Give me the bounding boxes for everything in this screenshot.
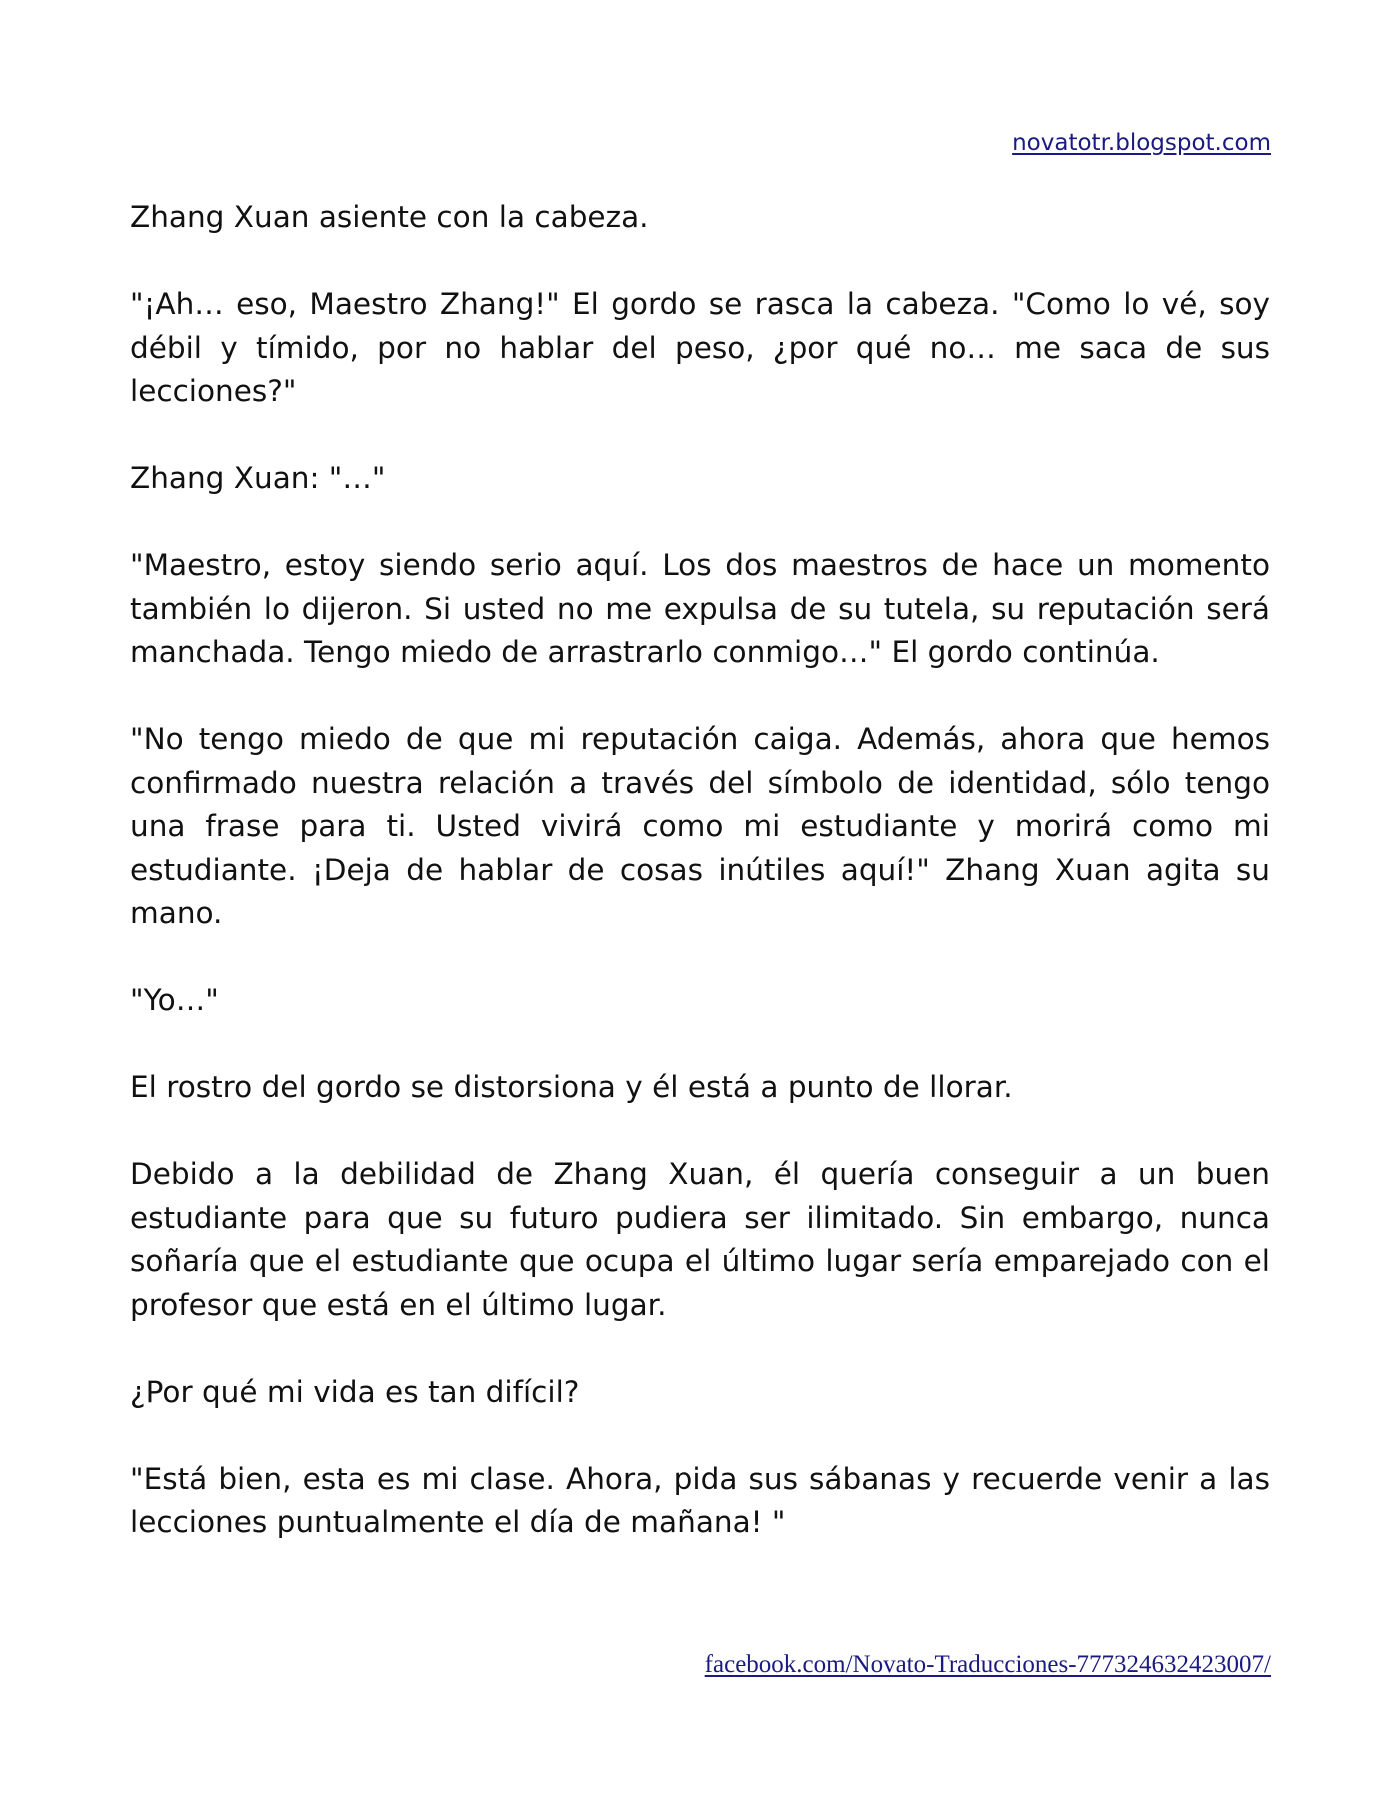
- paragraph: "Está bien, esta es mi clase. Ahora, pida sus sábanas y recuerde venir a las lecciones puntualmente el día de mañana! ": [130, 1461, 1270, 1539]
- paragraph: "¡Ah… eso, Maestro Zhang!" El gordo se rasca la cabeza. "Como lo vé, soy débil y tímido, por no hablar del peso, ¿por qué no… me saca de sus lecciones?": [130, 287, 1270, 408]
- paragraph: Zhang Xuan: "…": [130, 461, 386, 495]
- paragraph: "Maestro, estoy siendo serio aquí. Los dos maestros de hace un momento también lo dijeron. Si usted no me expulsa de su tutela, su reputación será manchada. Tengo miedo de arrastrarlo conmigo…" El gordo continúa.: [130, 548, 1270, 669]
- blog-link[interactable]: novatotr.blogspot.com: [1012, 130, 1271, 156]
- facebook-link[interactable]: facebook.com/Novato-Traducciones-777324632423007/: [704, 1651, 1271, 1678]
- paragraph: Zhang Xuan asiente con la cabeza.: [130, 200, 649, 234]
- paragraph: Debido a la debilidad de Zhang Xuan, él quería conseguir a un buen estudiante para que su futuro pudiera ser ilimitado. Sin embargo, nunca soñaría que el estudiante que ocupa el último lugar sería emparejado con el profesor que está en el último lugar.: [130, 1157, 1270, 1322]
- story-text: [130, 196, 1270, 1588]
- paragraph: "No tengo miedo de que mi reputación caiga. Además, ahora que hemos confirmado nuestra relación a través del símbolo de identidad, sólo tengo una frase para ti. Usted vivirá como mi estudiante y morirá como mi estudiante. ¡Deja de hablar de cosas inútiles aquí!" Zhang Xuan agita su mano.: [130, 722, 1270, 930]
- paragraph: "Yo…": [130, 983, 219, 1017]
- paragraph: ¿Por qué mi vida es tan difícil?: [130, 1374, 580, 1409]
- paragraph: El rostro del gordo se distorsiona y él está a punto de llorar.: [130, 1070, 1013, 1104]
